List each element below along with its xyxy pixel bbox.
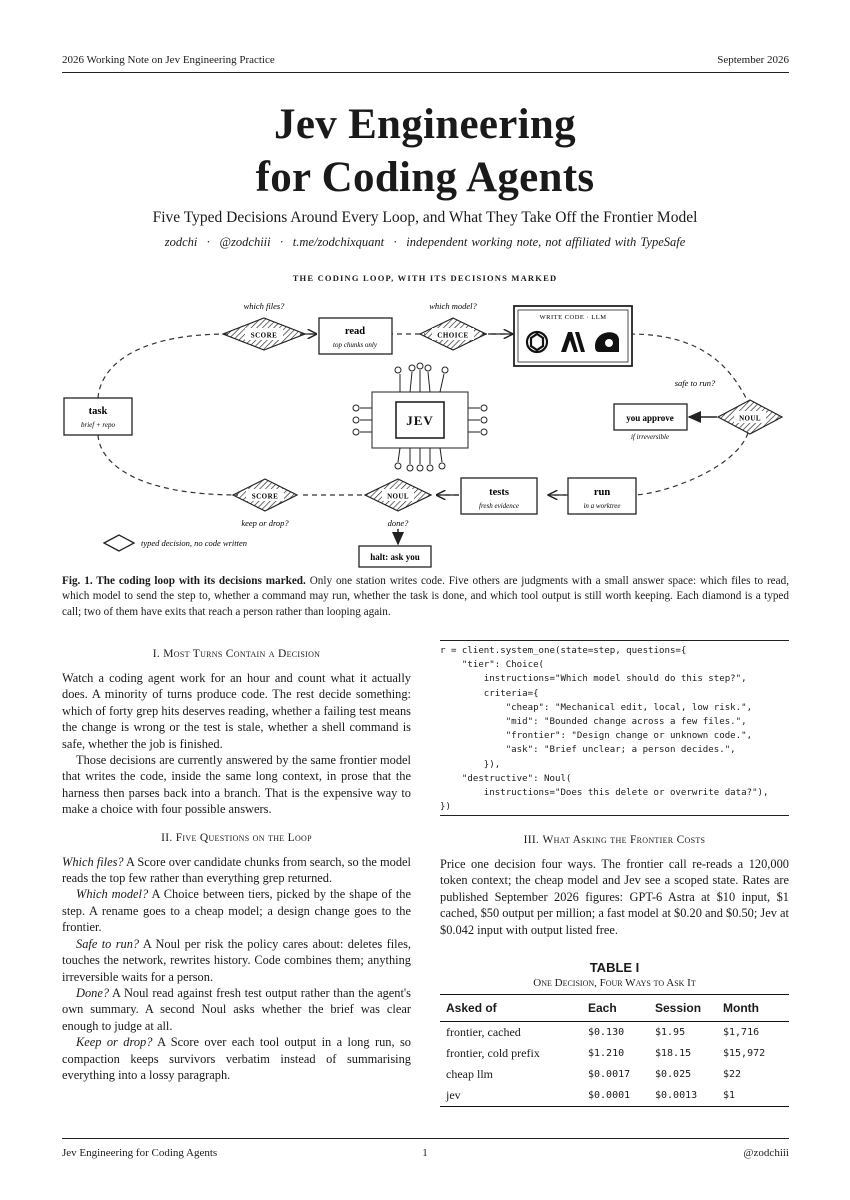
- paper-subtitle: Five Typed Decisions Around Every Loop, and What They Take Off the Frontier Model: [152, 209, 698, 226]
- table-cell: $1.95: [655, 1027, 686, 1038]
- section-2-question: Done?: [76, 985, 110, 1000]
- section-2-item: [62, 854, 411, 887]
- section-3-heading: [440, 834, 789, 846]
- table-cell: $22: [723, 1069, 742, 1080]
- table-cell: $1: [723, 1090, 736, 1101]
- table-row: [440, 1064, 789, 1085]
- task-box-subtitle: brief + repo: [80, 421, 116, 429]
- tests-box-title: tests: [489, 487, 509, 498]
- score-diamond-top-label: SCORE: [250, 331, 278, 340]
- left-column: [62, 648, 411, 1083]
- score-diamond-bottom: [233, 479, 297, 528]
- halt-label: halt: ask you: [370, 552, 420, 562]
- you-approve-label: you approve: [626, 413, 674, 423]
- figure-caption-label: Fig. 1. The coding loop with its decisions marked.: [62, 575, 306, 587]
- noul-diamond-right-label: NOUL: [739, 414, 761, 423]
- done-label: done?: [387, 518, 409, 528]
- section-2-answer: A Score over candidate chunks from search, so the model reads the top few rather than everything grep returned.: [62, 854, 411, 886]
- score-diamond-top: [223, 301, 305, 350]
- section-1-body: [62, 670, 411, 818]
- footer-right: @zodchiii: [743, 1147, 789, 1159]
- if-irreversible-label: if irreversible: [630, 433, 670, 441]
- page-number: 1: [422, 1147, 428, 1159]
- table-row: [440, 1085, 789, 1106]
- table-header-row: [440, 995, 789, 1021]
- run-box-title: run: [593, 487, 611, 498]
- safe-to-run-label: safe to run?: [674, 378, 716, 388]
- tests-box-subtitle: fresh evidence: [479, 502, 519, 510]
- section-1-title: Most Turns Contain a Decision: [163, 648, 321, 660]
- author-line: [0, 235, 850, 250]
- table-cell: $1,716: [723, 1027, 760, 1038]
- table-caption: One Decision, Four Ways to Ask It: [533, 977, 696, 989]
- noul-diamond-bottom: [365, 479, 431, 528]
- table-cell: $0.130: [588, 1027, 625, 1038]
- cost-table-body: [440, 1022, 789, 1106]
- run-box: [568, 478, 636, 514]
- table-cell: $18.15: [655, 1048, 692, 1059]
- author-separator: ·: [393, 235, 398, 249]
- running-header-left: 2026 Working Note on Jev Engineering Practice: [62, 54, 275, 66]
- section-2-question: Safe to run?: [76, 936, 140, 951]
- table-header-cell: Asked of: [446, 1001, 497, 1015]
- figure-caption-text: Only one station writes code. Five others are judgments with a small answer space: which files to read, which model to send the step to, whether a command may run, whether the task is done, and which tool output is still worth keeping. Each diamond is a typed call; two of them have exits that reach a person rather than looping again.: [62, 575, 789, 618]
- section-2-answer: A Choice between tiers, picked by the shape of the step. A rename goes to a cheap model; a design change goes to the frontier.: [62, 887, 411, 935]
- cost-table: [440, 995, 789, 1021]
- table-cell: cheap llm: [446, 1067, 493, 1081]
- choice-diamond-label: CHOICE: [437, 331, 469, 340]
- run-box-subtitle: in a worktree: [583, 502, 621, 510]
- footer-rule: [62, 1138, 789, 1139]
- section-2-item: [62, 1034, 411, 1083]
- running-header-right: September 2026: [717, 54, 789, 66]
- section-2-question: Which files?: [62, 854, 124, 869]
- figure-title: THE CODING LOOP, WITH ITS DECISIONS MARKED: [292, 273, 558, 283]
- cost-table-wrapper: [440, 994, 789, 1107]
- coding-loop-diagram: [0, 290, 850, 570]
- section-3-number: III.: [523, 834, 540, 846]
- section-1-paragraph-1: Watch a coding agent work for an hour and count what it actually does. A minority of turns produce code. The rest decide something: which of forty grep hits deserves reading, whether a failing test means the change is wrong or the test is stale, whether a shell command is safe, whether the job is finished.: [62, 671, 411, 751]
- author-telegram: t.me/zodchixquant: [292, 235, 385, 249]
- choice-diamond: [420, 301, 486, 350]
- author-note: independent working note, not affiliated with TypeSafe: [406, 235, 686, 249]
- section-2-number: II.: [161, 831, 173, 844]
- code-rule-bottom: [440, 815, 789, 816]
- table-cell: $0.0001: [588, 1090, 631, 1101]
- table-row: [440, 1022, 789, 1043]
- table-header-cell: Session: [655, 1001, 702, 1015]
- table-bottom-rule: [440, 1106, 789, 1107]
- code-listing: r = client.system_one(state=step, questions={ "tier": Choice( instructions="Which model should do this step?", criteria={ "cheap": "Mechanical edit, local, low risk.", "mid": "Bounded change across a few files.", "frontier": "Design change or unknown code.", "ask": "Brief unclear; a person decides.", }), "destructive": Noul( instructions="Does this delete or overwrite data?"), }): [440, 646, 769, 813]
- section-3-title: What Asking the Frontier Costs: [542, 834, 706, 846]
- jev-chip: [353, 363, 487, 471]
- section-2-question: Keep or drop?: [76, 1035, 153, 1050]
- author-name: zodchi: [164, 235, 198, 249]
- table-header-cell: Month: [723, 1001, 759, 1015]
- footer-left: Jev Engineering for Coding Agents: [62, 1147, 218, 1159]
- author-separator: ·: [206, 235, 211, 249]
- which-files-label: which files?: [243, 301, 285, 311]
- section-2-question: Which model?: [76, 887, 149, 902]
- section-2-answer: A Noul read against fresh test output rather than the agent's own summary. A second Noul asks whether the brief was clear enough to judge at all.: [62, 985, 411, 1033]
- which-model-label: which model?: [429, 301, 477, 311]
- author-separator: ·: [279, 235, 284, 249]
- table-row: [440, 1043, 789, 1064]
- tests-box: [461, 478, 537, 514]
- section-2-heading: [62, 832, 411, 844]
- noul-diamond-bottom-label: NOUL: [387, 492, 409, 501]
- author-handle: @zodchiii: [219, 235, 271, 249]
- section-2-item: [62, 936, 411, 985]
- section-2-answer: A Noul per risk the policy cares about: deletes files, touches the network, rewrites history. Code combines them; anything irreversible waits for a person.: [62, 936, 412, 984]
- write-code-label: WRITE CODE · LLM: [539, 314, 607, 321]
- halt-box: [359, 546, 431, 567]
- jev-chip-label: JEV: [406, 413, 434, 428]
- table-cell: frontier, cold prefix: [446, 1046, 540, 1060]
- header-rule: [62, 72, 789, 73]
- table-cell: $0.0017: [588, 1069, 631, 1080]
- read-box-title: read: [344, 326, 366, 337]
- table-cell: $15,972: [723, 1048, 766, 1059]
- section-3-paragraph-1: Price one decision four ways. The frontier call re-reads a 120,000 token context; the cheap model and Jev see a scoped state. Rates are published September 2026 figures: GPT-6 Astra at $10 input, $1 cached, $50 output per million; a fast model at $0.20 and $0.50; Jev at $0.042 input with output listed free.: [440, 857, 789, 937]
- section-2-body: [62, 854, 411, 1084]
- legend: [104, 535, 247, 551]
- write-code-box: [514, 306, 632, 366]
- table-cell: jev: [446, 1088, 461, 1102]
- section-1-paragraph-2: Those decisions are currently answered by the same frontier model that writes the code, inside the same long context, in prose that the harness then parses back into a branch. That is the expensive way to make a choice with four possible answers.: [62, 753, 411, 817]
- section-3-body: [440, 856, 789, 938]
- title-line-2: for Coding Agents: [255, 154, 595, 201]
- read-box-subtitle: top chunks only: [333, 341, 377, 349]
- task-box-title: task: [88, 406, 108, 417]
- section-1-heading: [62, 648, 411, 660]
- read-box: [319, 318, 392, 354]
- table-header-cell: Each: [588, 1001, 617, 1015]
- section-2-item: [62, 886, 411, 935]
- table-cell: $0.025: [655, 1069, 692, 1080]
- table-cell: $0.0013: [655, 1090, 698, 1101]
- section-2-title: Five Questions on the Loop: [175, 831, 312, 844]
- section-1-number: I.: [152, 648, 161, 660]
- title-line-1: Jev Engineering: [274, 101, 576, 148]
- table-cell: frontier, cached: [446, 1025, 521, 1039]
- score-diamond-bottom-label: SCORE: [251, 492, 279, 501]
- legend-label: typed decision, no code written: [141, 538, 247, 548]
- noul-diamond-right: [675, 378, 782, 434]
- right-column: [440, 834, 789, 938]
- table-label: TABLE I: [589, 960, 640, 975]
- paper-title: [0, 98, 850, 204]
- code-rule-top: [440, 640, 789, 641]
- you-approve-box: [614, 404, 687, 441]
- table-cell: $1.210: [588, 1048, 625, 1059]
- section-2-item: [62, 985, 411, 1034]
- figure-caption: [62, 574, 789, 620]
- task-box: [64, 398, 132, 435]
- keep-or-drop-label: keep or drop?: [241, 518, 289, 528]
- section-2-answer: A Score over each tool output in a long run, so compaction keeps survivors verbatim instead of summarising everything into a lossy paragraph.: [62, 1035, 411, 1082]
